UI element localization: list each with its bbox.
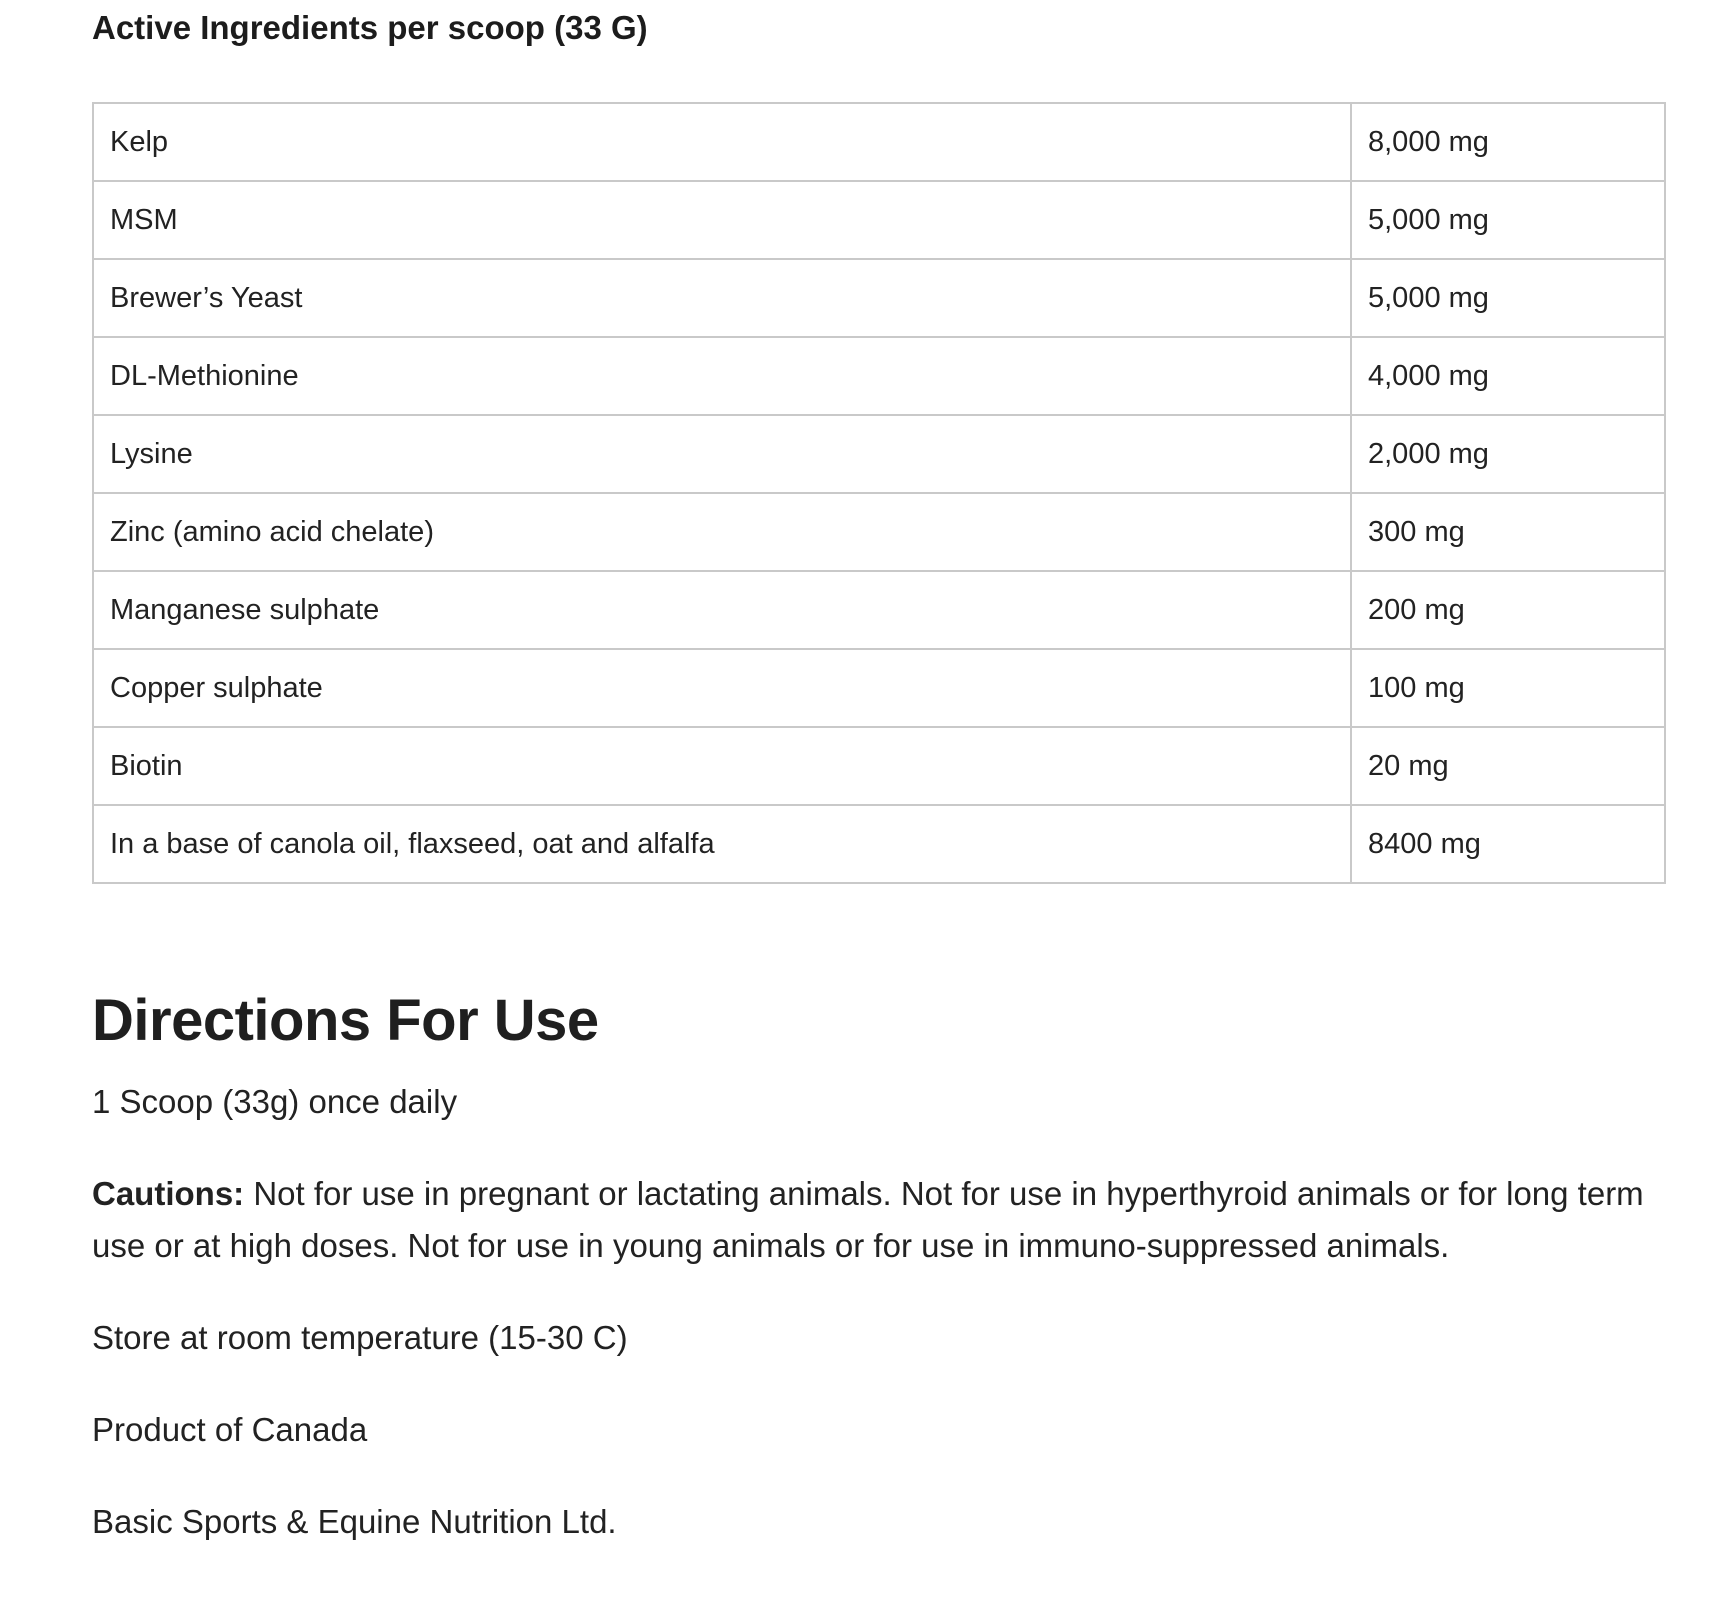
company-text: Basic Sports & Equine Nutrition Ltd. — [92, 1503, 617, 1540]
ingredient-name: Brewer’s Yeast — [93, 259, 1351, 337]
ingredient-amount: 100 mg — [1351, 649, 1665, 727]
table-row — [93, 727, 1665, 805]
ingredient-name: MSM — [93, 181, 1351, 259]
cautions-paragraph — [92, 1168, 1666, 1272]
table-row — [93, 103, 1665, 181]
ingredient-name: DL-Methionine — [93, 337, 1351, 415]
table-row — [93, 337, 1665, 415]
ingredient-amount: 300 mg — [1351, 493, 1665, 571]
ingredient-name: Kelp — [93, 103, 1351, 181]
cautions-label: Cautions: — [92, 1175, 245, 1212]
ingredients-heading: Active Ingredients per scoop (33 G) — [92, 9, 648, 46]
ingredient-amount: 5,000 mg — [1351, 259, 1665, 337]
ingredient-amount: 200 mg — [1351, 571, 1665, 649]
ingredient-name: Manganese sulphate — [93, 571, 1351, 649]
table-row — [93, 805, 1665, 883]
ingredients-table — [92, 102, 1666, 884]
ingredient-amount: 5,000 mg — [1351, 181, 1665, 259]
directions-title: Directions For Use — [92, 988, 599, 1053]
dose-text: 1 Scoop (33g) once daily — [92, 1083, 458, 1120]
ingredient-amount: 20 mg — [1351, 727, 1665, 805]
origin-text: Product of Canada — [92, 1411, 368, 1448]
ingredient-amount: 4,000 mg — [1351, 337, 1665, 415]
table-row — [93, 415, 1665, 493]
storage-text: Store at room temperature (15-30 C) — [92, 1319, 628, 1356]
product-info — [92, 0, 1666, 1548]
ingredient-amount: 2,000 mg — [1351, 415, 1665, 493]
table-row — [93, 493, 1665, 571]
ingredient-name: In a base of canola oil, flaxseed, oat and alfalfa — [93, 805, 1351, 883]
ingredient-name: Lysine — [93, 415, 1351, 493]
table-row — [93, 649, 1665, 727]
ingredient-name: Biotin — [93, 727, 1351, 805]
table-row — [93, 571, 1665, 649]
table-row — [93, 259, 1665, 337]
table-row — [93, 181, 1665, 259]
ingredient-name: Copper sulphate — [93, 649, 1351, 727]
ingredient-amount: 8,000 mg — [1351, 103, 1665, 181]
ingredient-amount: 8400 mg — [1351, 805, 1665, 883]
ingredient-name: Zinc (amino acid chelate) — [93, 493, 1351, 571]
cautions-text: Not for use in pregnant or lactating animals. Not for use in hyperthyroid animals or for long term use or at high doses. Not for use in young animals or for use in immuno-suppressed animals. — [92, 1175, 1644, 1264]
